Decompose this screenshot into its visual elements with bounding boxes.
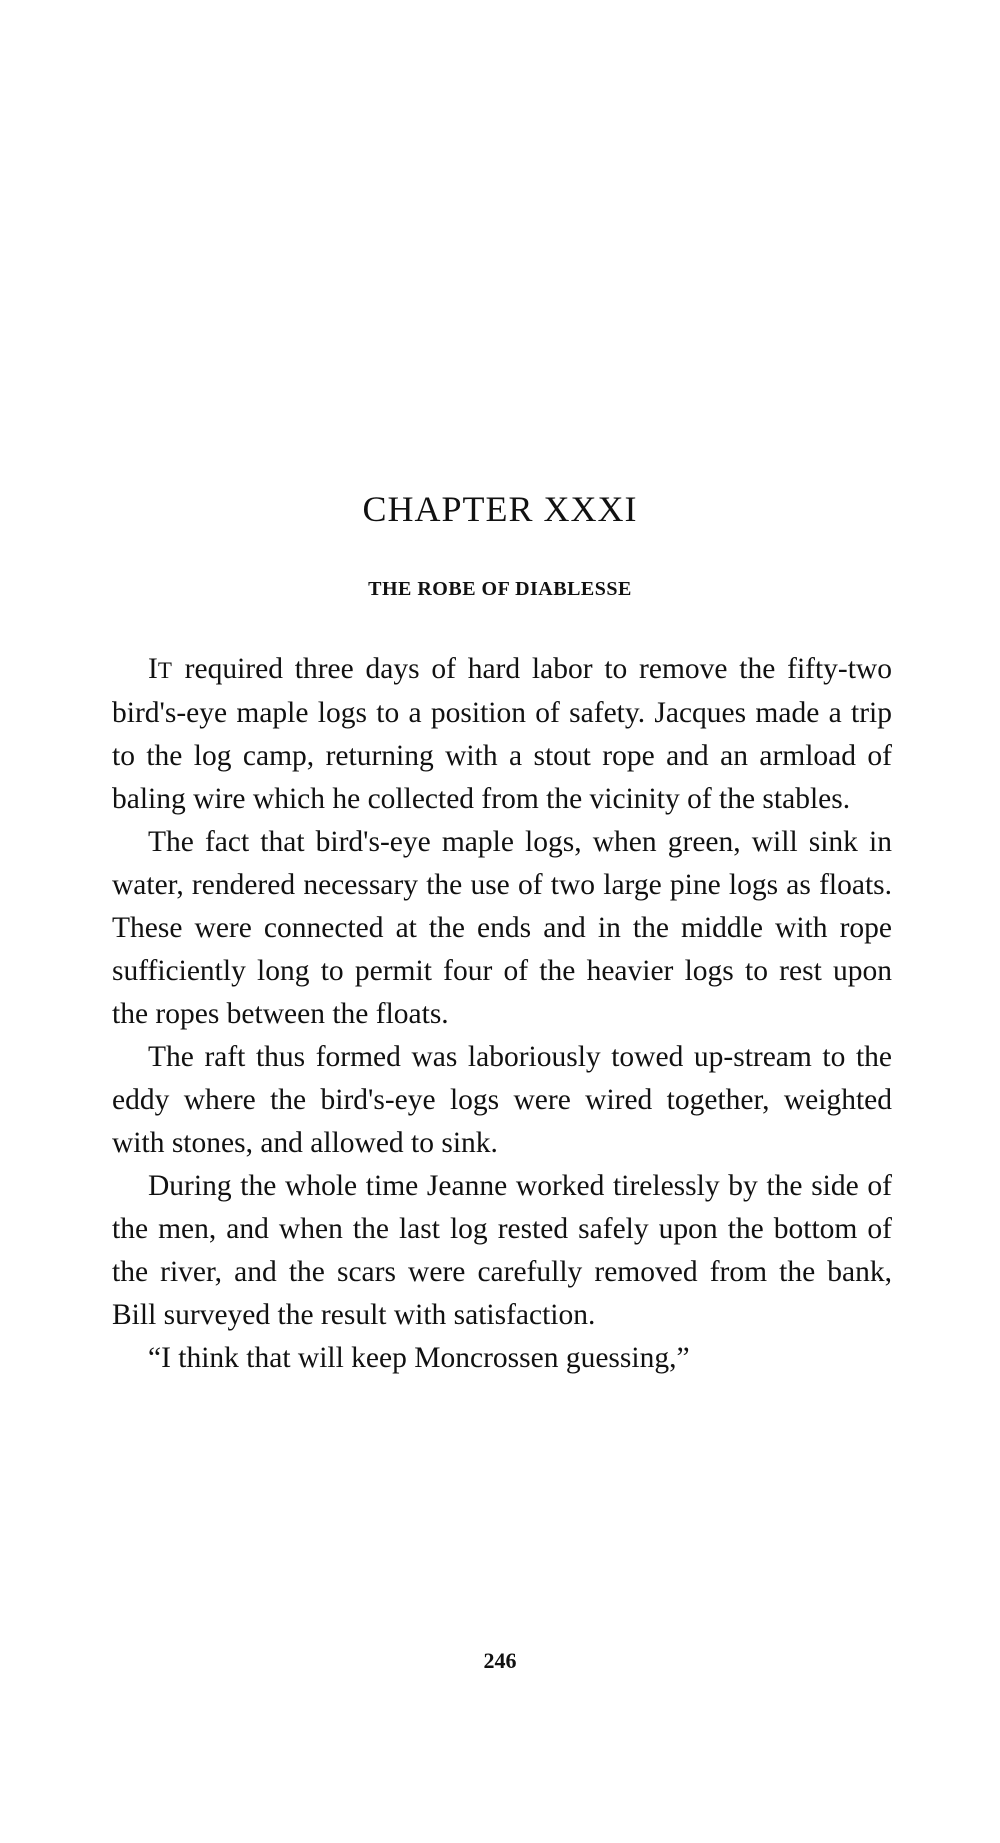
paragraph-1-text: required three days of hard labor to remove the fifty-two bird's-eye maple logs to a position of safety. Jacques made a trip to the log camp, returning with a stout rope and an armload of baling wire which he collected from the vicinity of the stables. (112, 653, 892, 815)
lead-initial: I (148, 653, 158, 685)
paragraph-1 (112, 648, 892, 821)
paragraph-2: The fact that bird's-eye maple logs, when green, will sink in water, rendered necessary the use of two large pine logs as floats. These were connected at the ends and in the middle with rope sufficiently long to permit four of the heavier logs to rest upon the ropes between the floats. (112, 826, 892, 1030)
chapter-subtitle: THE ROBE OF DIABLESSE (368, 578, 632, 600)
body-text (112, 648, 892, 1380)
paragraph-3: The raft thus formed was laboriously towed up-stream to the eddy where the bird's-eye logs were wired together, weighted with stones, and allowed to sink. (112, 1041, 892, 1159)
page-number: 246 (483, 1648, 517, 1673)
chapter-title: CHAPTER XXXI (362, 489, 638, 529)
lead-smallcaps: T (157, 657, 173, 683)
paragraph-5: “I think that will keep Moncrossen guessing,” (148, 1342, 690, 1374)
paragraph-4: During the whole time Jeanne worked tirelessly by the side of the men, and when the last log rested safely upon the bottom of the river, and the scars were carefully removed from the bank, Bill surveyed the result with satisfaction. (112, 1170, 892, 1331)
